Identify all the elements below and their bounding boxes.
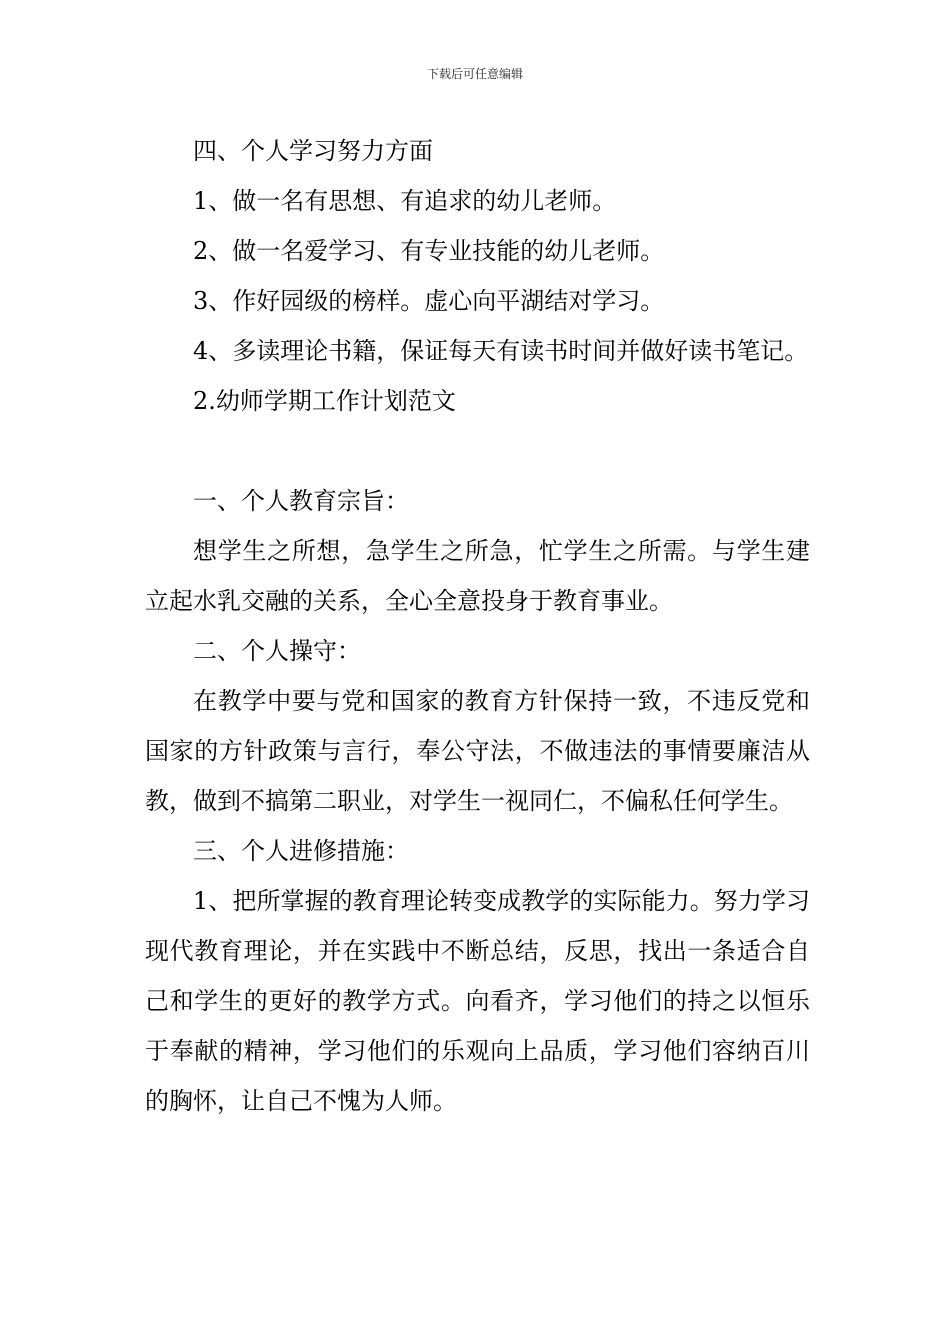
article-title: 2.幼师学期工作计划范文: [193, 387, 456, 415]
list-item: 1、做一名有思想、有追求的幼儿老师。: [193, 187, 617, 215]
section-heading-study: 四、个人学习努力方面: [193, 137, 433, 165]
paragraph: 在教学中要与党和国家的教育方针保持一致，不违反党和国家的方针政策与言行，奉公守法，不做违法的事情要廉洁从教，做到不搞第二职业，对学生一视同仁，不偏私任何学生。: [145, 687, 810, 815]
section-heading-conduct: 二、个人操守：: [193, 637, 361, 665]
list-item: 3、作好园级的榜样。虚心向平湖结对学习。: [193, 287, 665, 315]
section-heading-purpose: 一、个人教育宗旨：: [193, 487, 409, 515]
section-heading-training: 三、个人进修措施：: [193, 837, 409, 865]
list-item: 4、多读理论书籍，保证每天有读书时间并做好读书笔记。: [193, 337, 809, 365]
blank-line: [145, 426, 810, 476]
paragraph: 1、把所掌握的教育理论转变成教学的实际能力。努力学习现代教育理论，并在实践中不断总结，反思，找出一条适合自己和学生的更好的教学方式。向看齐，学习他们的持之以恒乐于奉献的精神，学习他们的乐观向上品质，学习他们容纳百川的胸怀，让自己不愧为人师。: [145, 887, 810, 1115]
document-body: [145, 126, 810, 1126]
list-item: 2、做一名爱学习、有专业技能的幼儿老师。: [193, 237, 665, 265]
paragraph: 想学生之所想，急学生之所急，忙学生之所需。与学生建立起水乳交融的关系，全心全意投身于教育事业。: [145, 537, 810, 615]
header-note: 下载后可任意编辑: [426, 67, 523, 81]
